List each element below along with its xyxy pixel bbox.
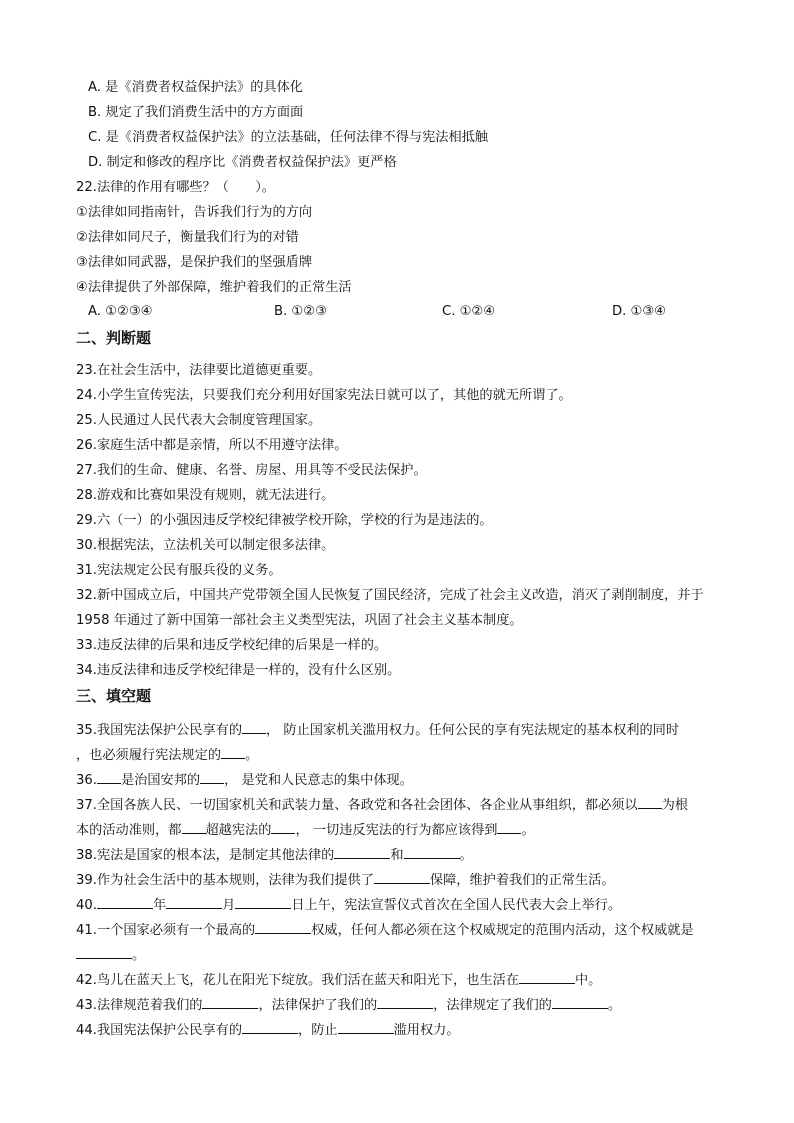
answer-blank[interactable] [166,896,222,909]
answer-blank[interactable] [338,1021,394,1034]
q39-text: 保障，维护着我们的正常生活。 [429,873,615,888]
q40-text: 日上午，宪法宣誓仪式首次在全国人民代表大会上举行。 [291,898,622,913]
q42-text: 中。 [574,973,602,988]
q41-text: 权威，任何人都必须在这个权威规定的范围内活动，这个权威就是 [311,923,694,938]
q35-text: ， 防止国家机关滥用权力。任何公民的享有宪法规定的基本权利的同时 [266,723,680,738]
q22-option-a: A. ①②③④ [88,304,153,319]
q26: 26.家庭生活中都是亲情，所以不用遵守法律。 [76,438,348,453]
answer-blank[interactable] [242,721,266,734]
q22-item-3: ③法律如同武器，是保护我们的坚强盾牌 [76,255,313,270]
q22-option-d: D. ①③④ [612,304,667,319]
q38-text: 。 [459,848,473,863]
answer-blank[interactable] [221,746,245,759]
q41-text: 41.一个国家必须有一个最高的 [76,923,256,938]
q34: 34.违反法律和违反学校纪律是一样的，没有什么区别。 [76,663,401,678]
q38-text: 38.宪法是国家的根本法，是制定其他法律的 [76,848,335,863]
answer-blank[interactable] [97,771,121,784]
q37-line-2 [76,821,535,839]
q29: 29.六（一）的小强因违反学校纪律被学校开除，学校的行为是违法的。 [76,513,493,528]
q39 [76,871,615,889]
q44 [76,1021,460,1039]
q37-text: 超越宪法的 [205,823,272,838]
q21-option-b: B. 规定了我们消费生活中的方方面面 [88,105,304,120]
q44-text: 滥用权力。 [393,1023,460,1038]
q21-option-a: A. 是《消费者权益保护法》的具体化 [88,80,303,95]
q38-text: 和 [390,848,404,863]
answer-blank[interactable] [519,971,575,984]
q35-text: 。 [245,748,259,763]
q27: 27.我们的生命、健康、名誉、房屋、用具等不受民法保护。 [76,463,427,478]
q30: 30.根据宪法，立法机关可以制定很多法律。 [76,538,335,553]
answer-blank[interactable] [271,821,295,834]
q22-item-4: ④法律提供了外部保障，维护着我们的正常生活 [76,280,352,295]
q22-option-c: C. ①②④ [442,304,496,319]
q37-text: 本的活动准则，都 [76,823,182,838]
q37-text: 为根 [661,798,689,813]
q22-item-1: ①法律如同指南针，告诉我们行为的方向 [76,205,313,220]
q35-text: 35.我国宪法保护公民享有的 [76,723,243,738]
answer-blank[interactable] [97,896,153,909]
q44-text: ，防止 [298,1023,338,1038]
q35-line-1 [76,721,679,739]
q22-option-b: B. ①②③ [274,304,327,319]
q36-text: 是治国安邦的 [120,773,201,788]
q28: 28.游戏和比赛如果没有规则，就无法进行。 [76,488,335,503]
q32-line-1: 32.新中国成立后，中国共产党带领全国人民恢复了国民经济，完成了社会主义改造，消灭了剥削制度，并于 [76,588,704,603]
answer-blank[interactable] [552,996,608,1009]
q37-text: 。 [521,823,535,838]
q44-text: 44.我国宪法保护公民享有的 [76,1023,243,1038]
q32-line-2: 1958 年通过了新中国第一部社会主义类型宪法，巩固了社会主义基本制度。 [76,613,523,628]
q24: 24.小学生宣传宪法，只要我们充分利用好国家宪法日就可以了，其他的就无所谓了。 [76,388,572,403]
q42-text: 42.鸟儿在蓝天上飞，花儿在阳光下绽放。我们活在蓝天和阳光下，也生活在 [76,973,519,988]
q43-text: ，法律保护了我们的 [258,998,378,1013]
q37-line-1 [76,796,688,814]
answer-blank[interactable] [497,821,521,834]
q41-line-2 [76,946,145,964]
answer-blank[interactable] [255,921,311,934]
q21-option-d: D. 制定和修改的程序比《消费者权益保护法》更严格 [88,155,397,170]
q21-option-c: C. 是《消费者权益保护法》的立法基础，任何法律不得与宪法相抵触 [88,130,489,145]
q36-text: 36. [76,773,97,788]
q43-text: ，法律规定了我们的 [433,998,552,1013]
answer-blank[interactable] [76,946,132,959]
q33: 33.违反法律的后果和违反学校纪律的后果是一样的。 [76,638,388,653]
answer-blank[interactable] [182,821,206,834]
q35-text: ，也必须履行宪法规定的 [76,748,222,763]
answer-blank[interactable] [202,996,258,1009]
q37-text: 37.全国各族人民、一切国家机关和武装力量、各政党和各社会团体、各企业从事组织，都必须以 [76,798,638,813]
q23: 23.在社会生活中，法律要比道德更重要。 [76,363,322,378]
section-title-fill-blank: 三、填空题 [76,687,152,705]
q25: 25.人民通过人民代表大会制度管理国家。 [76,413,322,428]
q41-text: 。 [132,948,146,963]
q40-text: 40. [76,898,97,913]
answer-blank[interactable] [638,796,662,809]
q22-stem: 22.法律的作用有哪些？（ ）。 [76,180,275,195]
answer-blank[interactable] [334,846,390,859]
answer-blank[interactable] [200,771,224,784]
answer-blank[interactable] [404,846,460,859]
q31: 31.宪法规定公民有服兵役的义务。 [76,563,282,578]
q40-text: 月 [222,898,236,913]
q35-line-2 [76,746,258,764]
answer-blank[interactable] [235,896,291,909]
answer-blank[interactable] [242,1021,298,1034]
section-title-judgement: 二、判断题 [76,329,152,347]
q36-text: ， 是党和人民意志的集中体现。 [224,773,413,788]
q37-text: ， 一切违反宪法的行为都应该得到 [295,823,498,838]
answer-blank[interactable] [374,871,430,884]
q40 [76,896,621,914]
q38 [76,846,473,864]
q41-line-1 [76,921,694,939]
q36 [76,771,413,789]
q22-item-2: ②法律如同尺子，衡量我们行为的对错 [76,230,299,245]
q42 [76,971,601,989]
answer-blank[interactable] [377,996,433,1009]
q39-text: 39.作为社会生活中的基本规则，法律为我们提供了 [76,873,374,888]
q43-text: 43.法律规范着我们的 [76,998,203,1013]
q43 [76,996,621,1014]
q40-text: 年 [152,898,167,913]
q43-text: 。 [607,998,622,1013]
